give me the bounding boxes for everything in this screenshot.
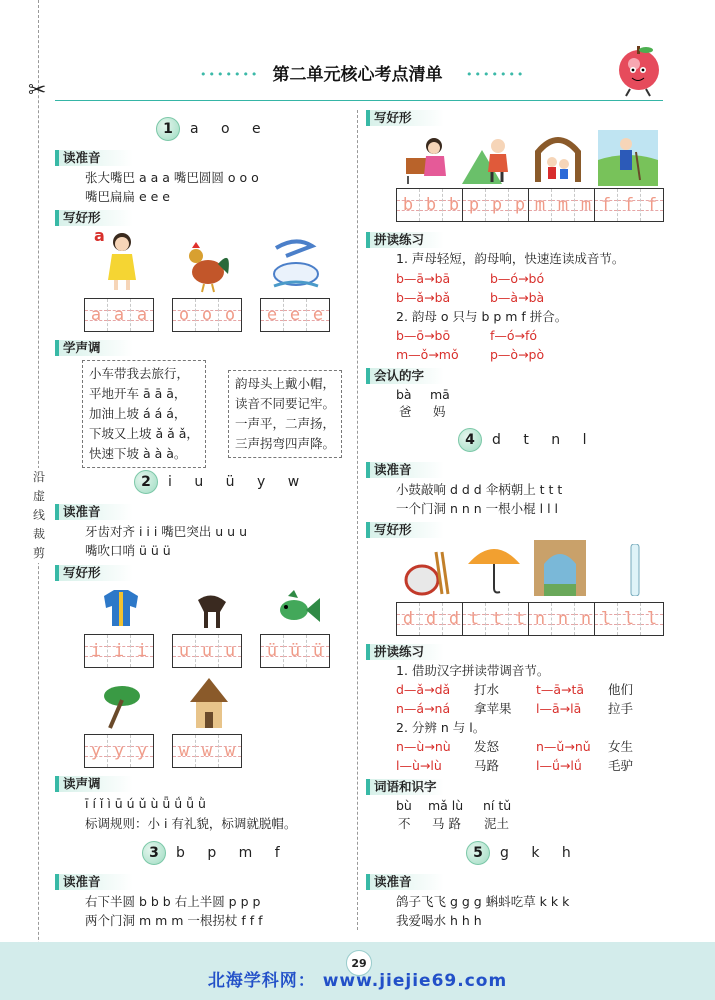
spell-item: n—ù→nù (396, 739, 451, 754)
spell-item: d—ǎ→dǎ (396, 682, 451, 697)
spell-item: b—ǎ→bǎ (396, 290, 451, 305)
arch-kids-illustration-icon (532, 132, 584, 187)
label-write: 写好形 (366, 110, 444, 126)
rooster-illustration-icon (178, 238, 234, 297)
section-2-heading (134, 470, 308, 494)
umbrella-illustration-icon (466, 540, 522, 599)
recognize-char: 妈 (433, 404, 446, 419)
letter-a-badge: a (94, 226, 105, 245)
read-line: 一个门洞 n n n 一根小棍 l l l (396, 501, 558, 516)
read-line: 张大嘴巴 a a a 嘴巴圆圆 o o o (85, 170, 259, 185)
read-line: 嘴吹口哨 ü ü ü (85, 543, 171, 558)
section-number: 5 (466, 841, 490, 865)
label-read: 读准音 (366, 874, 444, 890)
tone-poem-2: 韵母头上戴小帽， 读音不同要记牢。 一声平，二声扬， 三声拐弯四声降。 (228, 370, 342, 458)
header-rule (55, 100, 663, 101)
writing-grid-i: i i i (84, 634, 154, 668)
section-letters: i u ü y w (168, 474, 309, 490)
watermark-text: 北海学科网： www.jiejie69.com (207, 971, 508, 991)
spell-instruction: 1. 借助汉字拼读带调音节。 (396, 663, 550, 678)
title-dots-left: ••••••• (200, 68, 260, 81)
spell-item: m—ǒ→mǒ (396, 347, 459, 362)
section-letters: b p m f (176, 845, 289, 861)
label-tone-read: 读声调 (55, 776, 133, 792)
writing-grid-u-umlaut: ü ü ü (260, 634, 330, 668)
label-read: 读准音 (55, 150, 133, 166)
scissors-icon: ✂ (28, 78, 47, 103)
label-write: 写好形 (366, 522, 444, 538)
spell-word: 发怒 (474, 739, 500, 754)
spell-item: f—ó→fó (490, 328, 538, 343)
spell-item: l—ā→lā (536, 701, 582, 716)
writing-grid-f: f f f (594, 188, 664, 222)
boy-hill-illustration-icon (462, 132, 520, 187)
read-line: 两个门洞 m m m 一根拐杖 f f f (85, 913, 263, 928)
girl-radio-illustration-icon (402, 130, 454, 187)
label-read: 读准音 (55, 504, 133, 520)
spell-instruction: 2. 分辨 n 与 l。 (396, 720, 486, 735)
section-letters: d t n l (492, 432, 596, 448)
spell-item: t—ā→tā (536, 682, 585, 697)
spell-word: 马路 (474, 758, 500, 773)
label-words: 词语和识字 (366, 779, 444, 795)
spell-item: n—ǔ→nǔ (536, 739, 591, 754)
words-chars: 不 (398, 816, 411, 831)
section-letters: a o e (190, 121, 270, 137)
stick-illustration-icon (628, 544, 642, 599)
writing-grid-t: t t t (462, 602, 532, 636)
title-dots-right: ••••••• (466, 68, 526, 81)
spell-word: 打水 (474, 682, 500, 697)
spell-item: b—ō→bō (396, 328, 451, 343)
spell-item: b—ā→bā (396, 271, 451, 286)
writing-grid-e: e e e (260, 298, 330, 332)
section-5-heading (466, 841, 580, 865)
section-1-heading (156, 117, 270, 141)
spell-word: 毛驴 (608, 758, 634, 773)
recognize-pinyin: mā (430, 387, 450, 402)
read-line: 牙齿对齐 i i i 嘴巴突出 u u u (85, 524, 247, 539)
writing-grid-m: m m m (528, 188, 598, 222)
spell-item: b—à→bà (490, 290, 545, 305)
read-line: 小鼓敲响 d d d 伞柄朝上 t t t (396, 482, 563, 497)
spell-instruction: 2. 韵母 o 只与 b p m f 拼合。 (396, 309, 568, 324)
read-line: 右下半圆 b b b 右上半圆 p p p (85, 894, 261, 909)
spell-item: n—á→ná (396, 701, 451, 716)
spell-word: 他们 (608, 682, 634, 697)
writing-grid-n: n n n (528, 602, 598, 636)
spell-item: l—ǘ→lǘ (536, 758, 582, 773)
read-line: 我爱喝水 h h h (396, 913, 482, 928)
read-line: 嘴巴扁扁 e e e (85, 189, 170, 204)
label-spell: 拼读练习 (366, 232, 444, 248)
section-letters: g k h (500, 845, 580, 861)
section-number: 4 (458, 428, 482, 452)
recognize-char: 爸 (399, 404, 412, 419)
label-read: 读准音 (366, 462, 444, 478)
house-illustration-icon (186, 674, 232, 735)
goose-illustration-icon (266, 236, 326, 297)
writing-grid-w: w w w (172, 734, 242, 768)
tree-illustration-icon (96, 682, 146, 735)
writing-grid-y: y y y (84, 734, 154, 768)
spell-word: 拿苹果 (474, 701, 512, 716)
read-line: 鸽子飞飞 g g g 蝌蚪吃草 k k k (396, 894, 570, 909)
label-write: 写好形 (55, 210, 133, 226)
spell-item: p—ò→pò (490, 347, 545, 362)
label-write: 写好形 (55, 565, 133, 581)
page-number: 29 (346, 950, 372, 976)
section-number: 3 (142, 841, 166, 865)
writing-grid-p: p p p (462, 188, 532, 222)
door-arch-illustration-icon (534, 540, 586, 599)
writing-grid-o: o o o (172, 298, 242, 332)
writing-grid-d: d d d (396, 602, 466, 636)
cut-instruction: 沿 虚 线 裁 剪 (30, 468, 48, 563)
spell-word: 女生 (608, 739, 634, 754)
spell-word: 拉手 (608, 701, 634, 716)
words-chars: 马 路 (432, 816, 461, 831)
section-number: 2 (134, 470, 158, 494)
section-3-heading (142, 841, 289, 865)
tone-rule: 标调规则：小 i 有礼貌，标调就脱帽。 (85, 816, 297, 831)
tone-pinyin-line: ī í ǐ ì ū ú ǔ ù ǖ ǘ ǚ ǜ (85, 796, 206, 811)
girl-illustration-icon (100, 230, 146, 295)
spell-instruction: 1. 声母轻短，韵母响，快速连读成音节。 (396, 251, 625, 266)
fish-illustration-icon (274, 588, 322, 631)
column-separator (357, 110, 358, 930)
writing-grid-a: a a a (84, 298, 154, 332)
words-chars: 泥土 (484, 816, 510, 831)
spell-item: l—ù→lù (396, 758, 442, 773)
apple-mascot-icon (612, 42, 666, 101)
section-number: 1 (156, 117, 180, 141)
tone-poem-1: 小车带我去旅行， 平地开车 ā ā ā， 加油上坡 á á á， 下坡又上坡 ǎ ǎ ǎ， 快速下坡 à à à。 (82, 360, 206, 468)
section-4-heading (458, 428, 596, 452)
clothes-illustration-icon (98, 588, 144, 631)
writing-grid-l: l l l (594, 602, 664, 636)
words-pinyin: ní tǔ (483, 798, 512, 813)
drum-illustration-icon (402, 548, 452, 601)
label-tone: 学声调 (55, 340, 133, 356)
recognize-pinyin: bà (396, 387, 412, 402)
words-pinyin: mǎ lù (428, 798, 464, 813)
chair-illustration-icon (190, 590, 236, 633)
label-read: 读准音 (55, 874, 133, 890)
writing-grid-u: u u u (172, 634, 242, 668)
spell-item: b—ó→bó (490, 271, 545, 286)
label-spell: 拼读练习 (366, 644, 444, 660)
words-pinyin: bù (396, 798, 412, 813)
label-recognize: 会认的字 (366, 368, 444, 384)
page-title: 第二单元核心考点清单 (272, 65, 443, 85)
grandpa-illustration-icon (598, 130, 658, 189)
writing-grid-b: b b b (396, 188, 466, 222)
